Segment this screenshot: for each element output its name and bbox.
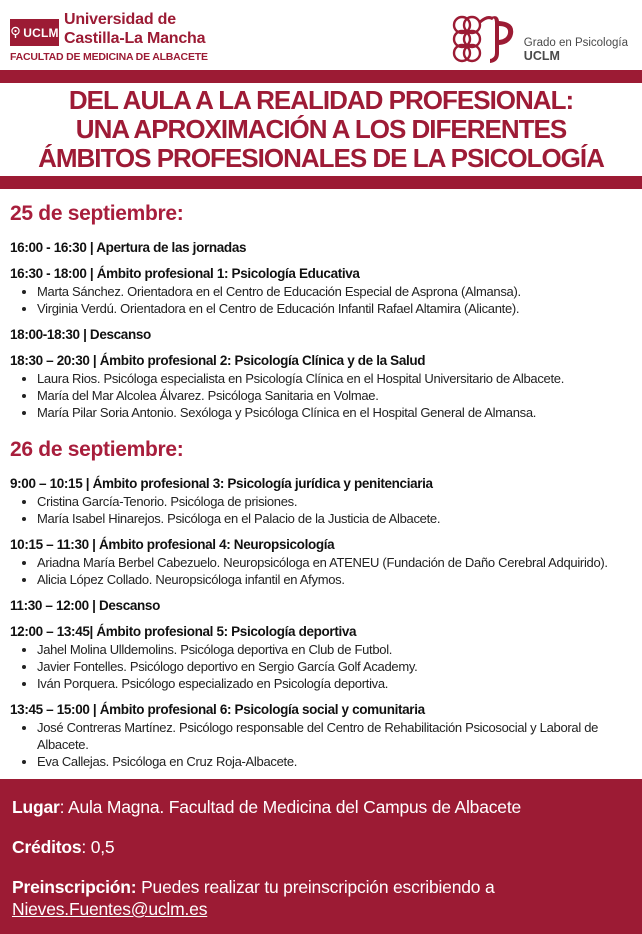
- registration-email-link[interactable]: Nieves.Fuentes@uclm.es: [12, 899, 208, 919]
- red-band-bottom: [0, 176, 642, 189]
- speaker-item: • Marta Sánchez. Orientadora en el Centro de Educación Especial de Asprona (Almansa).: [37, 283, 630, 300]
- registration-value: Puedes realizar tu preinscripción escribiendo a: [136, 877, 495, 897]
- speaker-item: • Iván Porquera. Psicólogo especializado en Psicología deportiva.: [37, 675, 630, 692]
- uclm-logo-label: UCLM: [23, 25, 59, 40]
- venue-line: [12, 796, 628, 818]
- speaker-list: [10, 641, 630, 692]
- speaker-item: • Ariadna María Berbel Cabezuelo. Neuropsicóloga en ATENEU (Fundación de Daño Cerebral Adquirido).: [37, 554, 630, 571]
- venue-label: Lugar: [12, 797, 60, 817]
- poster-title: [0, 83, 642, 176]
- page-header: [0, 0, 642, 70]
- day-heading: 26 de septiembre:: [10, 438, 184, 461]
- session-title: 18:30 – 20:30 | Ámbito profesional 2: Psicología Clínica y de la Salud: [10, 353, 426, 368]
- registration-label: Preinscripción:: [12, 877, 137, 897]
- session-block: [10, 352, 630, 421]
- credits-label: Créditos: [12, 837, 82, 857]
- speaker-item: • Cristina García-Tenorio. Psicóloga de prisiones.: [37, 493, 630, 510]
- session-block: [10, 326, 630, 343]
- session-block: [10, 623, 630, 692]
- uclm-brand: [10, 9, 208, 63]
- credits-value: : 0,5: [81, 837, 115, 857]
- session-title: 9:00 – 10:15 | Ámbito profesional 3: Psicología jurídica y penitenciaria: [10, 476, 433, 491]
- session-block: [10, 265, 630, 317]
- speaker-item: • Laura Rios. Psicóloga especialista en Psicología Clínica en el Hospital Universitario de Albacete.: [37, 370, 630, 387]
- speaker-item: • María Pilar Soria Antonio. Sexóloga y Psicóloga Clínica en el Hospital General de Almansa.: [37, 404, 630, 421]
- speaker-list: [10, 283, 630, 317]
- speaker-item: • Eva Callejas. Psicóloga en Cruz Roja-Albacete.: [37, 753, 630, 770]
- speaker-item: • Jahel Molina Ulldemolins. Psicóloga deportiva en Club de Futbol.: [37, 641, 630, 658]
- speaker-item: • María del Mar Alcolea Álvarez. Psicóloga Sanitaria en Volmae.: [37, 387, 630, 404]
- session-title: 16:30 - 18:00 | Ámbito profesional 1: Psicología Educativa: [10, 266, 360, 281]
- session-block: [10, 536, 630, 588]
- schedule: [0, 189, 642, 779]
- degree-text: [524, 15, 628, 63]
- psychology-knot-icon: [450, 13, 518, 65]
- speaker-item: • Alicia López Collado. Neuropsicóloga infantil en Afymos.: [37, 571, 630, 588]
- registration-line: [12, 876, 628, 920]
- speaker-list: [10, 554, 630, 588]
- speaker-item: • María Isabel Hinarejos. Psicóloga en el Palacio de la Justicia de Albacete.: [37, 510, 630, 527]
- session-title: 12:00 – 13:45| Ámbito profesional 5: Psicología deportiva: [10, 624, 357, 639]
- speaker-item: • José Contreras Martínez. Psicólogo responsable del Centro de Rehabilitación Psicosocial y Laboral de Albacete.: [37, 719, 630, 753]
- faculty-name: FACULTAD DE MEDICINA DE ALBACETE: [10, 51, 208, 63]
- session-block: [10, 475, 630, 527]
- uclm-logo: [10, 19, 59, 46]
- session-block: [10, 701, 630, 770]
- day-heading: 25 de septiembre:: [10, 202, 184, 225]
- credits-line: [12, 836, 628, 858]
- poster-title-line3: ÁMBITOS PROFESIONALES DE LA PSICOLOGÍA: [38, 143, 604, 173]
- speaker-item: • Virginia Verdú. Orientadora en el Centro de Educación Infantil Rafael Altamira (Alicante).: [37, 300, 630, 317]
- session-title: 18:00-18:30 | Descanso: [10, 327, 151, 342]
- session-title: 11:30 – 12:00 | Descanso: [10, 598, 160, 613]
- degree-name: Grado en Psicología: [523, 37, 628, 49]
- session-block: [10, 239, 630, 256]
- venue-value: : Aula Magna. Facultad de Medicina del Campus de Albacete: [59, 797, 522, 817]
- session-block: [10, 597, 630, 614]
- session-title: 10:15 – 11:30 | Ámbito profesional 4: Neuropsicología: [10, 537, 335, 552]
- speaker-item: • Javier Fontelles. Psicólogo deportivo en Sergio García Golf Academy.: [37, 658, 630, 675]
- speaker-list: [10, 493, 630, 527]
- university-name-line2: Castilla-La Mancha: [64, 29, 206, 47]
- footer-info: [0, 779, 642, 934]
- psychology-degree-logo: [450, 9, 632, 65]
- poster-title-line2: UNA APROXIMACIÓN A LOS DIFERENTES: [75, 114, 567, 144]
- red-band-top: [0, 70, 642, 83]
- session-title: 13:45 – 15:00 | Ámbito profesional 6: Psicología social y comunitaria: [10, 702, 425, 717]
- uclm-emblem-icon: [10, 26, 21, 39]
- poster-title-line1: DEL AULA A LA REALIDAD PROFESIONAL:: [68, 85, 574, 115]
- university-name: [64, 9, 205, 48]
- degree-university: UCLM: [523, 49, 560, 63]
- session-title: 16:00 - 16:30 | Apertura de las jornadas: [10, 240, 247, 255]
- speaker-list: [10, 370, 630, 421]
- university-name-line1: Universidad de: [64, 11, 176, 28]
- speaker-list: [10, 719, 630, 770]
